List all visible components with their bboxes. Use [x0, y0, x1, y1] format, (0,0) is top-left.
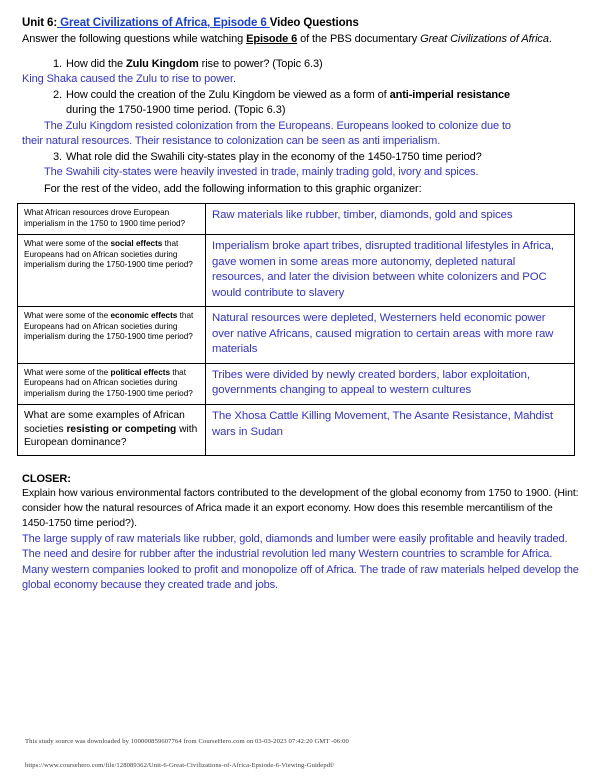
organizer-question-pre: What African resources drove European imperialism in the 1750 to 1900 time period?	[24, 208, 186, 228]
organizer-question-bold: economic effects	[110, 311, 178, 321]
question-item	[22, 88, 580, 104]
intro-italic-title: Great Civilizations of Africa	[420, 33, 549, 45]
intro-text-2: of the PBS documentary	[297, 33, 421, 45]
title-episode-link[interactable]: Great Civilizations of Africa, Episode 6	[57, 17, 270, 29]
organizer-question-bold: political effects	[110, 367, 171, 377]
answer-line: The Swahili city-states were heavily invested in trade, mainly trading gold, ivory and spices.	[44, 166, 479, 178]
download-notice: This study source was downloaded by 100000859607764 from CourseHero.com on 03-03-2023 07:42:20 GMT -06:00	[25, 738, 349, 745]
answer-line: The Zulu Kingdom resisted colonization from the Europeans. Europeans looked to colonize due to	[44, 119, 511, 132]
question-number: 2.	[53, 88, 62, 101]
organizer-answer-cell[interactable]: Natural resources were depleted, Westerners held economic power over native Africans, caused migration to certain areas with more raw materials	[206, 307, 575, 364]
intro-text-1: Answer the following questions while watching	[22, 33, 247, 45]
organizer-question-post: that Europeans had on African societies during imperialism during the 1750-1900 time period?	[24, 239, 193, 270]
intro-text-3: .	[548, 33, 552, 45]
organizer-question-pre: What were some of the	[24, 367, 111, 377]
title-suffix: Video Questions	[269, 17, 359, 29]
organizer-answer-cell[interactable]: Tribes were divided by newly created borders, labor exploitation, governments changing to appeal to western cultures	[206, 363, 575, 405]
intro-paragraph	[22, 32, 580, 48]
organizer-question-post: that Europeans had on African societies during imperialism during the 1750-1900 time period?	[24, 367, 193, 398]
question-item	[22, 57, 580, 73]
organizer-question-pre: What are some examples of African societies	[24, 410, 185, 435]
answer-line: their natural resources. Their resistance to colonization can be seen as anti imperialism.	[22, 135, 441, 147]
question-number: 1.	[53, 57, 62, 70]
closer-heading: CLOSER:	[22, 472, 71, 485]
question-text-pre: How did the	[66, 57, 126, 70]
closer-answer[interactable]: The large supply of raw materials like rubber, gold, diamonds and lumber were easily profitable and heavily traded. The need and desire for rubber after the industrial revolution led many Western countries to scramble for Africa. Many western companies looked to profit and monopolize off of Africa. The trade of raw materials helped develop the global economy because they created trade and jobs.	[22, 532, 579, 592]
question-text-pre: How could the creation of the Zulu Kingdom be viewed as a form of	[66, 88, 390, 101]
closer-prompt: Explain how various environmental factors contributed to the development of the global economy from 1750 to 1900. (Hint: consider how the natural resources of Africa made it an export economy. How does this resemble mercantilism of the 1450-1750 time period?).	[22, 486, 579, 529]
table-row	[18, 405, 575, 456]
table-row	[18, 204, 575, 235]
organizer-question-post: that Europeans had on African societies during imperialism during the 1750-1900 time period?	[24, 311, 194, 342]
intro-episode-bold: Episode 6	[246, 33, 298, 45]
organizer-question-pre: What were some of the	[24, 311, 111, 321]
page-title	[22, 16, 580, 31]
table-row	[18, 363, 575, 405]
question-text-bold: anti-imperial resistance	[389, 88, 511, 101]
table-row	[18, 235, 575, 307]
question-item	[22, 150, 580, 166]
organizer-instruction: For the rest of the video, add the following information to this graphic organizer:	[44, 182, 422, 195]
question-number: 3.	[53, 150, 62, 163]
question-list	[22, 57, 580, 181]
organizer-question-bold: resisting or competing	[66, 423, 177, 435]
question-text-post: rise to power? (Topic 6.3)	[198, 57, 323, 70]
question-text-bold: Zulu Kingdom	[125, 57, 199, 70]
organizer-answer-cell[interactable]: Raw materials like rubber, timber, diamonds, gold and spices	[206, 204, 575, 235]
organizer-answer-cell[interactable]: The Xhosa Cattle Killing Movement, The Asante Resistance, Mahdist wars in Sudan	[206, 405, 575, 456]
organizer-question-bold: social effects	[110, 239, 163, 249]
question-text-pre: What role did the Swahili city-states play in the economy of the 1450-1750 time period?	[66, 150, 482, 163]
question-continuation: during the 1750-1900 time period. (Topic 6.3)	[66, 104, 286, 116]
organizer-question-cell	[18, 363, 206, 405]
graphic-organizer-table	[17, 203, 575, 456]
answer-line: King Shaka caused the Zulu to rise to power.	[22, 73, 236, 85]
table-row	[18, 307, 575, 364]
organizer-question-cell	[18, 405, 206, 456]
title-prefix: Unit 6:	[22, 17, 58, 29]
organizer-question-post: with European dominance?	[24, 423, 198, 449]
organizer-question-cell	[18, 204, 206, 235]
organizer-question-pre: What were some of the	[24, 239, 111, 249]
organizer-question-cell	[18, 235, 206, 307]
organizer-question-cell	[18, 307, 206, 364]
organizer-answer-cell[interactable]: Imperialism broke apart tribes, disrupted traditional lifestyles in Africa, gave women in some areas more autonomy, depleted natural resources, and later the division between white colonizers and POC would contribute to slavery	[206, 235, 575, 307]
source-url[interactable]: https://www.coursehero.com/file/128089362/Unit-6-Great-Civilizations-of-Africa-Epsiode-6-Viewing-Guidepdf/	[25, 762, 335, 769]
